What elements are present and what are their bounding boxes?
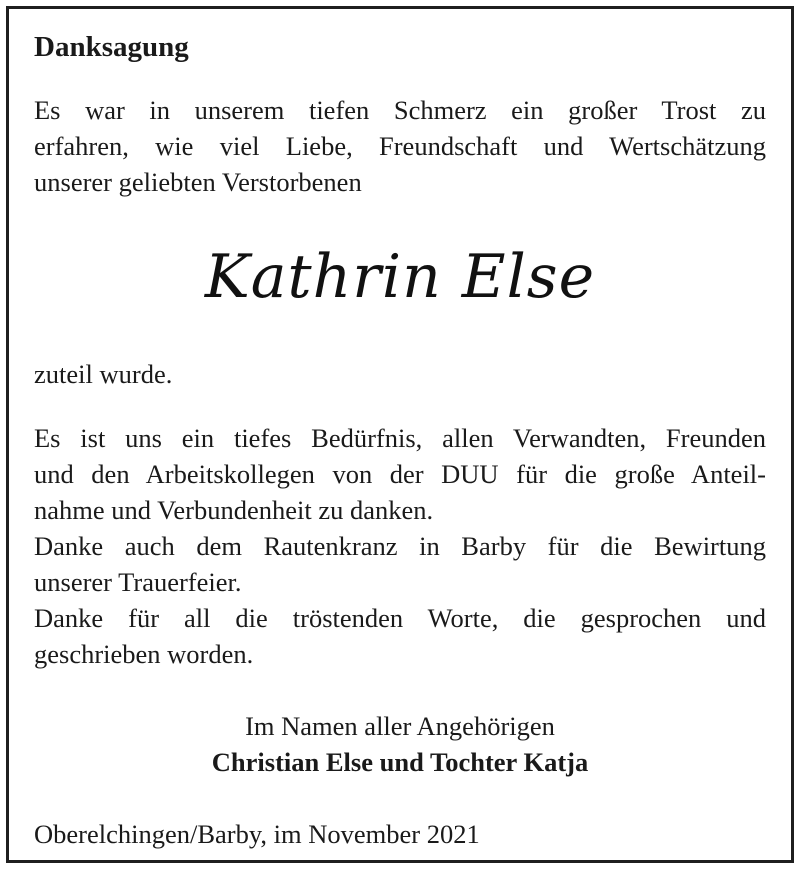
spacer [34,392,766,420]
heading: Danksagung [34,31,189,63]
intro-paragraph [34,92,766,200]
thanks-line: unserer Trauerfeier. [34,567,242,597]
deceased-name: Kathrin Else [204,242,596,312]
signature-line: Im Namen aller Angehörigen [245,711,555,741]
obituary-notice [34,30,766,852]
thanks-line: Danke für all die tröstenden Worte, die gesprochen und [34,603,766,633]
intro-line: erfahren, wie viel Liebe, Freundschaft und Wertschätzung [34,131,766,161]
thanks-line: Es ist uns ein tiefes Bedürfnis, allen Verwandten, Freunden [34,423,766,453]
thanks-paragraph [34,420,766,672]
signature-names: Christian Else und Tochter Katja [211,747,589,777]
thanks-line: nahme und Verbundenheit zu danken. [34,495,434,525]
intro-end: zuteil wurde. [34,359,173,389]
intro-line: Es war in unserem tiefen Schmerz ein großer Trost zu [34,95,766,125]
place-date: Oberelchingen/Barby, im November 2021 [34,819,480,849]
signature-block [34,708,766,780]
thanks-line: Danke auch dem Rautenkranz in Barby für die Bewirtung [34,531,766,561]
thanks-line: geschrieben worden. [34,639,254,669]
intro-line: unserer geliebten Verstorbenen [34,167,362,197]
thanks-line: und den Arbeitskollegen von der DUU für die große Anteil- [34,459,766,489]
